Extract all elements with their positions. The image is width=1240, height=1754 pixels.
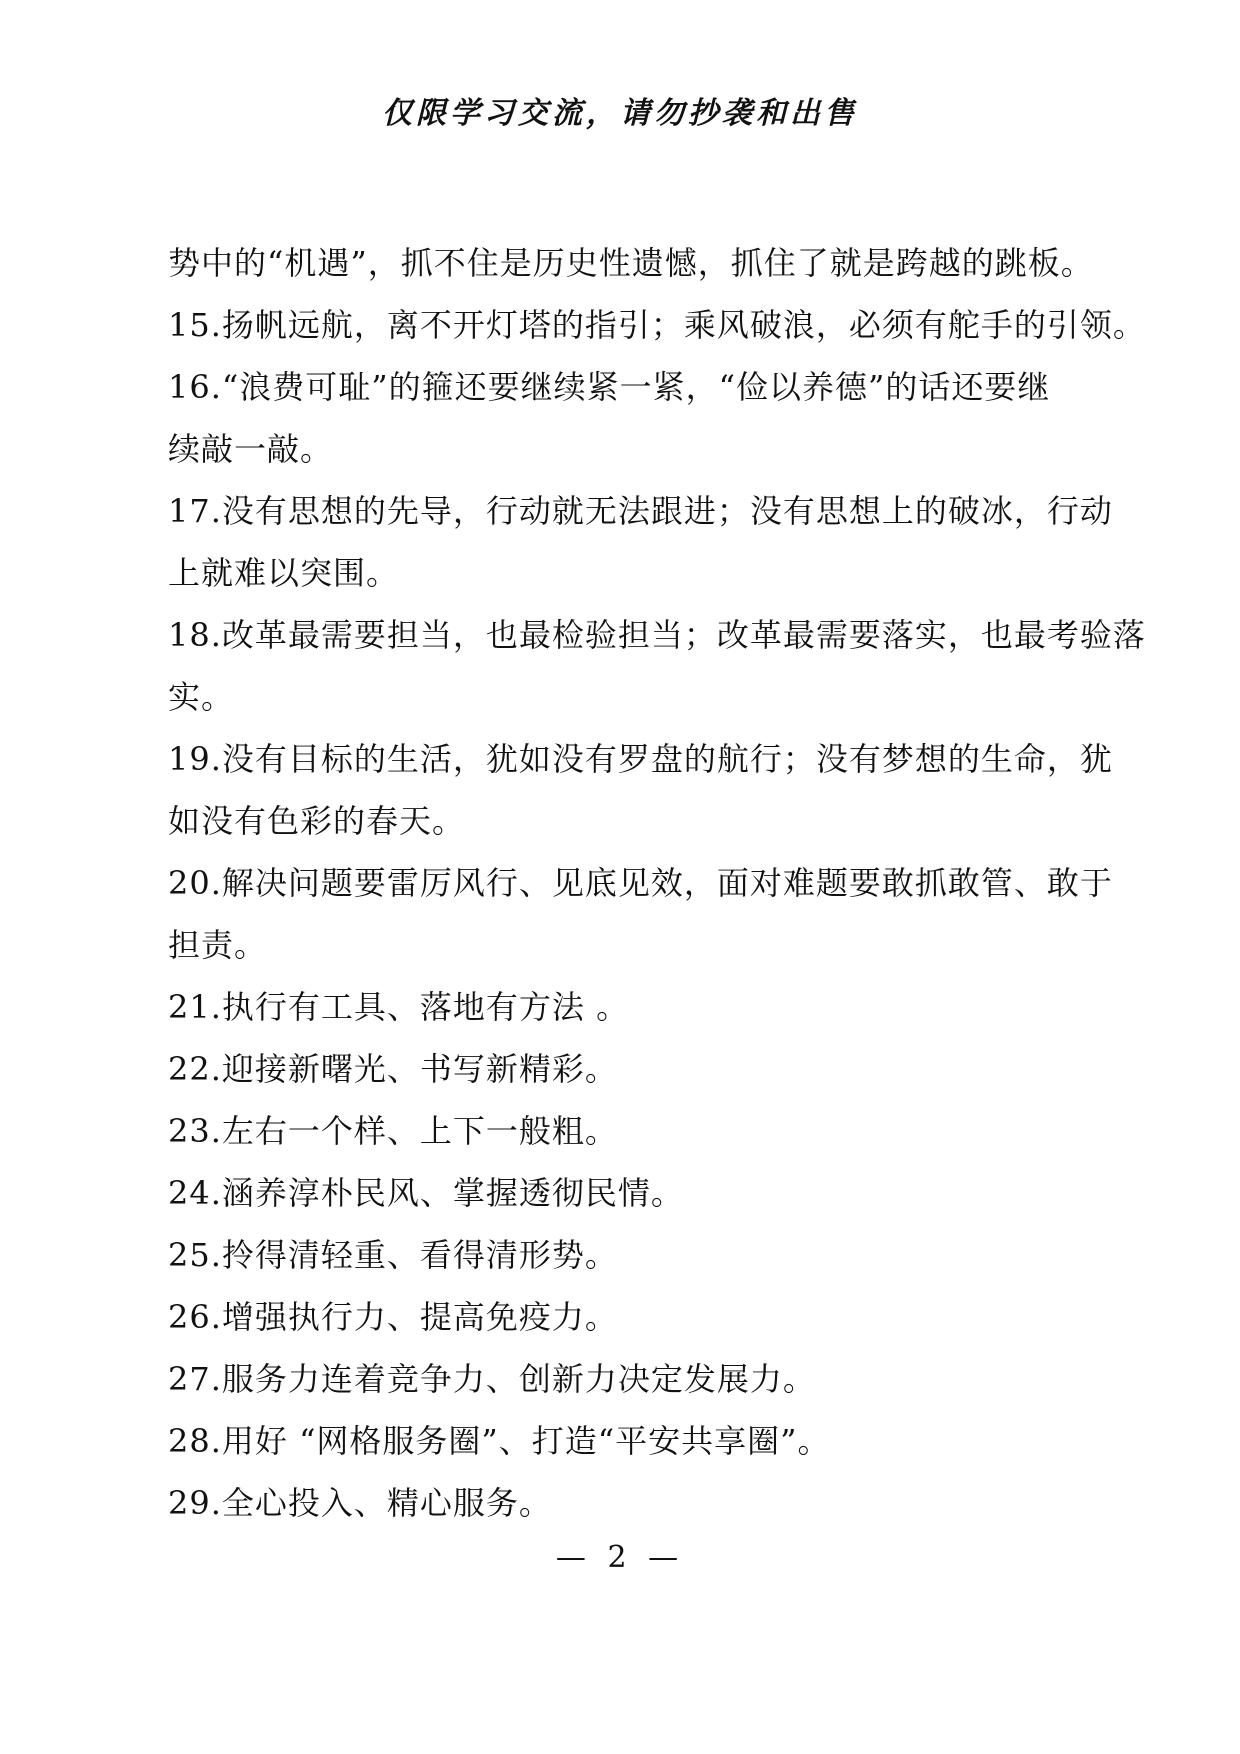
- text-line: 上就难以突围。: [168, 554, 400, 592]
- text-line: 21.执行有工具、落地有方法 。: [168, 988, 630, 1026]
- text-line: 18.改革最需要担当，也最检验担当；改革最需要落实，也最考验落: [168, 616, 1146, 654]
- text-line: 24.涵养淳朴民风、掌握透彻民情。: [168, 1174, 684, 1212]
- text-line: 26.增强执行力、提高免疫力。: [168, 1298, 618, 1336]
- text-line: 实。: [168, 678, 235, 716]
- page-number: — 2 —: [555, 1540, 685, 1575]
- text-line: 17.没有思想的先导，行动就无法跟进；没有思想上的破冰，行动: [168, 492, 1113, 530]
- text-line: 28.用好 “网格服务圈”、打造“平安共享圈”。: [168, 1422, 831, 1460]
- text-line: 15.扬帆远航，离不开灯塔的指引；乘风破浪，必须有舵手的引领。: [168, 306, 1146, 344]
- text-line: 势中的“机遇”，抓不住是历史性遗憾，抓住了就是跨越的跳板。: [168, 244, 1094, 282]
- text-line: 16.“浪费可耻”的箍还要继续紧一紧，“俭以养德”的话还要继: [168, 368, 1051, 406]
- text-line: 29.全心投入、精心服务。: [168, 1484, 552, 1522]
- document-body: [168, 232, 1146, 1534]
- text-line: 23.左右一个样、上下一般粗。: [168, 1112, 618, 1150]
- text-line: 如没有色彩的春天。: [168, 802, 466, 840]
- text-line: 27.服务力连着竞争力、创新力决定发展力。: [168, 1360, 816, 1398]
- text-line: 担责。: [168, 926, 268, 964]
- page-header: 仅限学习交流，请勿抄袭和出售: [382, 96, 858, 131]
- text-line: 20.解决问题要雷厉风行、见底见效，面对难题要敢抓敢管、敢于: [168, 864, 1113, 902]
- text-line: 25.拎得清轻重、看得清形势。: [168, 1236, 618, 1274]
- text-line: 22.迎接新曙光、书写新精彩。: [168, 1050, 618, 1088]
- text-line: 续敲一敲。: [168, 430, 334, 468]
- text-line: 19.没有目标的生活，犹如没有罗盘的航行；没有梦想的生命，犹: [168, 740, 1113, 778]
